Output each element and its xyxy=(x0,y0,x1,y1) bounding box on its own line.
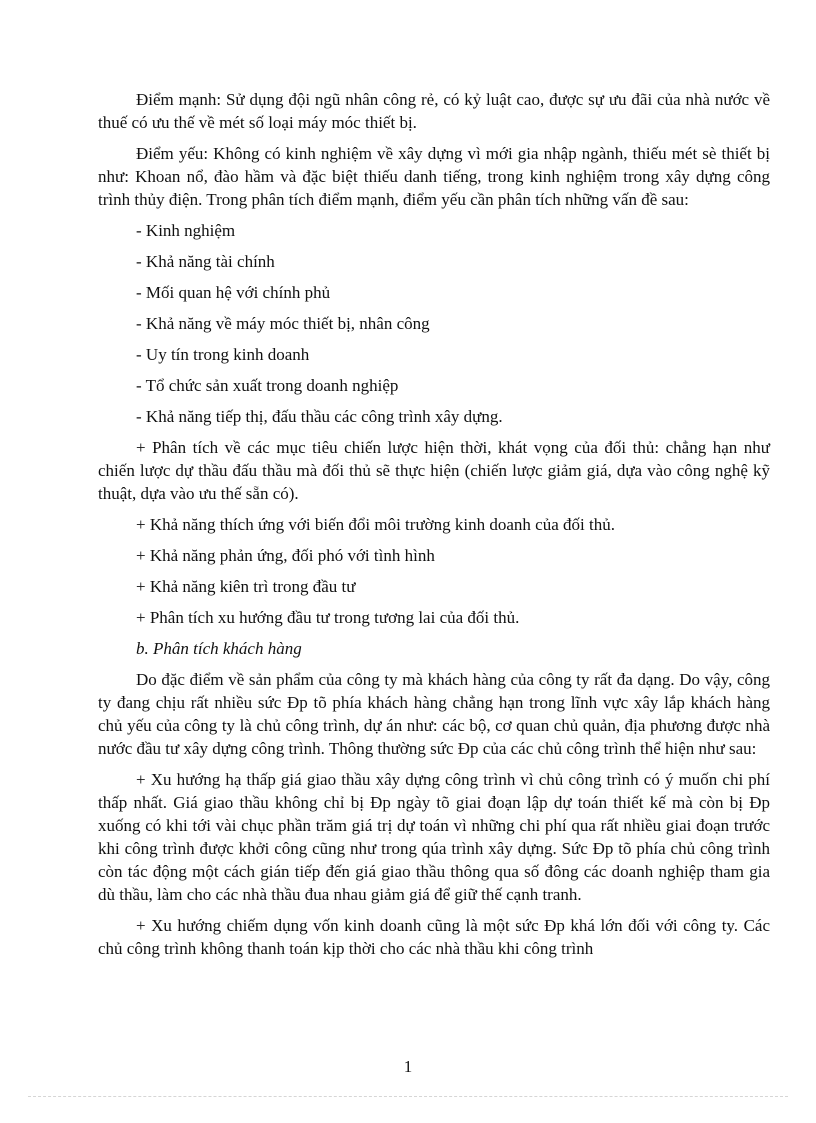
section-heading: b. Phân tích khách hàng xyxy=(136,639,302,658)
list-item: + Khả năng phản ứng, đối phó với tình hình xyxy=(136,546,435,565)
page-number: 1 xyxy=(403,1057,413,1076)
list-item: - Mối quan hệ với chính phủ xyxy=(136,283,331,302)
list-item: - Tổ chức sản xuất trong doanh nghiệp xyxy=(136,376,399,395)
list-item: - Khả năng tài chính xyxy=(136,252,275,271)
document-body xyxy=(98,88,770,968)
list-item: - Khả năng tiếp thị, đấu thầu các công trình xây dựng. xyxy=(136,407,503,426)
list-item: + Khả năng thích ứng với biến đổi môi trường kinh doanh của đối thủ. xyxy=(136,515,615,534)
list-item: + Phân tích xu hướng đầu tư trong tương lai của đối thủ. xyxy=(136,608,520,627)
paragraph-strategy: + Phân tích về các mục tiêu chiến lược hiện thời, khát vọng của đối thủ: chẳng hạn như chiến lược dự thầu đấu thầu mà đối thủ sẽ thực hiện (chiến lược giảm giá, dựa vào công nghệ kỹ thuật, dựa vào ưu thế sẵn có). xyxy=(98,438,770,503)
list-item: - Kinh nghiệm xyxy=(136,221,236,240)
paragraph-capital-pressure: + Xu hướng chiếm dụng vốn kinh doanh cũng là một sức Ðp khá lớn đối với công ty. Các chủ công trình không thanh toán kịp thời cho các nhà thầu khi công trình xyxy=(98,916,770,958)
paragraph-weaknesses: Điểm yếu: Không có kinh nghiệm về xây dựng vì mới gia nhập ngành, thiếu mét sè thiết bị như: Khoan nổ, đào hầm và đặc biệt thiếu danh tiếng, trong kinh nghiệm trong xây dựng công trình thủy điện. Trong phân tích điểm mạnh, điểm yếu cần phân tích những vấn đề sau: xyxy=(98,144,770,209)
list-item: - Khả năng về máy móc thiết bị, nhân công xyxy=(136,314,430,333)
paragraph-strengths: Điểm mạnh: Sử dụng đội ngũ nhân công rẻ, có kỷ luật cao, được sự ưu đãi của nhà nước về thuế có ưu thế về mét số loại máy móc thiết bị. xyxy=(98,90,770,132)
list-item: + Khả năng kiên trì trong đầu tư xyxy=(136,577,356,596)
paragraph-price-pressure: + Xu hướng hạ thấp giá giao thầu xây dựng công trình vì chủ công trình có ý muốn chi phí thấp nhất. Giá giao thầu không chỉ bị Ðp ngày tõ giai đoạn lập dự toán thiết kế mà còn bị Ðp xuống có khi tới vài chục phần trăm giá trị dự toán vì những chi phí qua rất nhiều giai đoạn trước khi công trình được khởi công cũng như trong qúa trình xây dựng. Sức Ðp tõ phía chủ công trình còn tác động một cách gián tiếp đến giá giao thầu thông qua số đông các doanh nghiệp tham gia dù thầu, làm cho các nhà thầu đua nhau giảm giá để giữ thế cạnh tranh. xyxy=(98,770,770,904)
page-divider xyxy=(28,1096,788,1097)
list-item: - Uy tín trong kinh doanh xyxy=(136,345,310,364)
paragraph-customers: Do đặc điểm về sản phẩm của công ty mà khách hàng của công ty rất đa dạng. Do vậy, công ty đang chịu rất nhiều sức Ðp tõ phía khách hàng chẳng hạn trong lĩnh vực xây lắp khách hàng chủ yếu của công ty là chủ công trình, dự án như: các bộ, cơ quan chủ quản, địa phương được nhà nước đầu tư xây dựng công trình. Thông thường sức Ðp của các chủ công trình thể hiện như sau: xyxy=(98,670,770,758)
